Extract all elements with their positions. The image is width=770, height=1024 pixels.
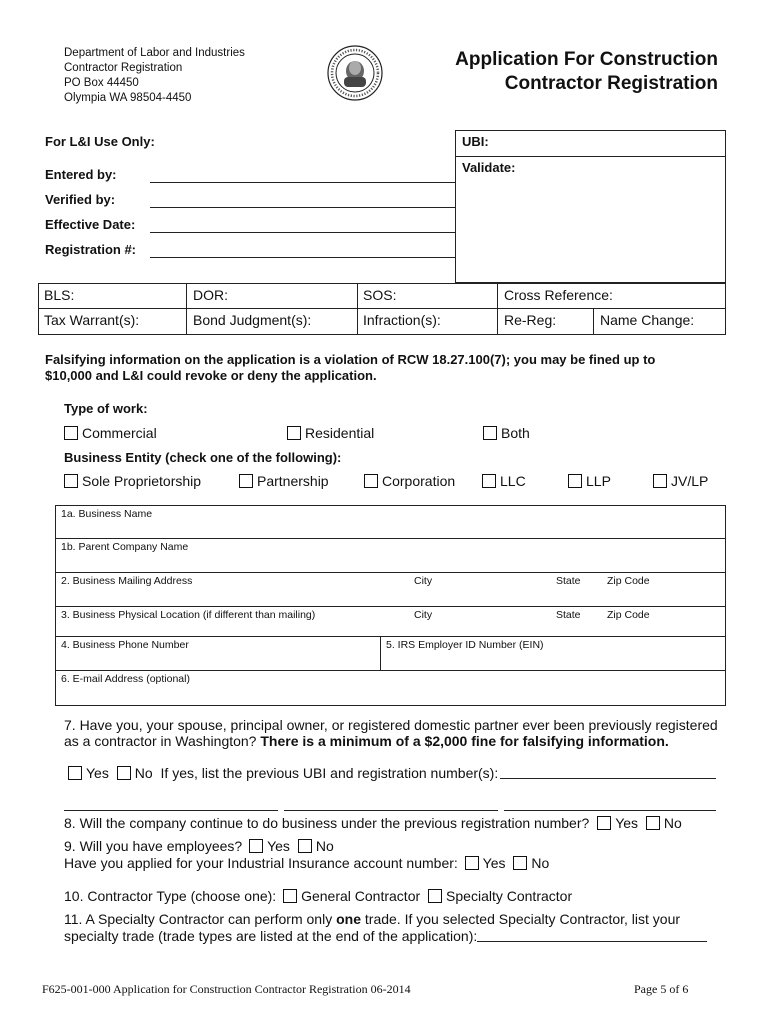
effective-date-field[interactable]: [150, 232, 455, 233]
q9-no-checkbox[interactable]: [298, 839, 312, 853]
q9b-no-checkbox[interactable]: [513, 856, 527, 870]
address-line: PO Box 44450: [64, 77, 139, 89]
row-divider: [55, 538, 726, 539]
physical-state-field[interactable]: State: [556, 609, 581, 621]
title-line-1: Application For Construction: [455, 49, 718, 70]
sos-cell: SOS:: [363, 287, 397, 303]
q9b-label: Have you applied for your Industrial Insurance account number:: [64, 855, 458, 871]
q11-part-a: 11. A Specialty Contractor can perform only: [64, 911, 333, 927]
mailing-address-field[interactable]: 2. Business Mailing Address: [61, 575, 193, 587]
sole-proprietorship-label: Sole Proprietorship: [82, 473, 202, 489]
sole-proprietorship-checkbox[interactable]: [64, 474, 78, 488]
both-checkbox[interactable]: [483, 426, 497, 440]
address-line: Contractor Registration: [64, 62, 183, 74]
commercial-checkbox[interactable]: [64, 426, 78, 440]
jv-lp-checkbox[interactable]: [653, 474, 667, 488]
llc-label: LLC: [500, 473, 526, 489]
entered-by-label: Entered by:: [45, 167, 117, 182]
partnership-label: Partnership: [257, 473, 329, 489]
grid-col-divider: [357, 283, 358, 335]
page-number: Page 5 of 6: [634, 982, 689, 996]
both-option[interactable]: [483, 425, 530, 441]
jv-lp-label: JV/LP: [671, 473, 709, 489]
type-of-work-label: Type of work:: [64, 401, 148, 416]
q7-followup-label: If yes, list the previous UBI and registration number(s):: [160, 765, 499, 781]
agency-address: [64, 46, 245, 106]
both-label: Both: [501, 425, 530, 441]
q7-line-1: 7. Have you, your spouse, principal owner, or registered domestic partner ever been previously registered: [64, 717, 718, 733]
q9b-yes-label: Yes: [482, 855, 506, 871]
effective-date-label: Effective Date:: [45, 217, 136, 232]
q8-yes-label: Yes: [615, 815, 639, 831]
q8-label: 8. Will the company continue to do business under the previous registration number?: [64, 815, 590, 831]
general-contractor-checkbox[interactable]: [283, 889, 297, 903]
q10-label: 10. Contractor Type (choose one):: [64, 888, 277, 904]
corporation-checkbox[interactable]: [364, 474, 378, 488]
ubi-validate-box: [455, 130, 726, 283]
address-line: Olympia WA 98504-4450: [64, 92, 192, 104]
col-divider: [380, 636, 381, 670]
physical-city-field[interactable]: City: [414, 609, 433, 621]
q10-row: [64, 888, 572, 904]
q8-no-label: No: [663, 815, 682, 831]
q7-line-2: [64, 733, 669, 749]
cross-reference-cell: Cross Reference:: [504, 287, 613, 303]
partnership-option[interactable]: [239, 473, 329, 489]
office-use-heading: For L&I Use Only:: [45, 134, 155, 149]
q7-no-label: No: [134, 765, 153, 781]
form-id: F625-001-000 Application for Construction Contractor Registration 06-2014: [42, 982, 411, 996]
business-name-field[interactable]: 1a. Business Name: [61, 508, 153, 520]
q8-row: [64, 815, 682, 831]
commercial-option[interactable]: [64, 425, 157, 441]
previous-reg-field-1[interactable]: [64, 810, 278, 811]
tax-warrant-cell: Tax Warrant(s):: [44, 312, 140, 328]
row-divider: [55, 606, 726, 607]
infraction-cell: Infraction(s):: [363, 312, 441, 328]
specialty-contractor-label: Specialty Contractor: [446, 888, 573, 904]
warning-line-1: Falsifying information on the application is a violation of RCW 18.27.100(7); you may be fined up to: [45, 352, 656, 367]
q8-yes-checkbox[interactable]: [597, 816, 611, 830]
row-divider: [55, 572, 726, 573]
falsifying-warning: [45, 352, 655, 384]
llp-checkbox[interactable]: [568, 474, 582, 488]
grid-row-divider: [38, 308, 726, 309]
parent-company-field[interactable]: 1b. Parent Company Name: [61, 541, 189, 553]
grid-col-divider: [593, 308, 594, 335]
residential-checkbox[interactable]: [287, 426, 301, 440]
mailing-city-field[interactable]: City: [414, 575, 433, 587]
bls-cell: BLS:: [44, 287, 75, 303]
q9b-no-label: No: [531, 855, 550, 871]
q9b-row: [64, 855, 549, 871]
q9b-yes-checkbox[interactable]: [465, 856, 479, 870]
llc-option[interactable]: [482, 473, 526, 489]
physical-location-field[interactable]: 3. Business Physical Location (if different than mailing): [61, 609, 316, 621]
q7-answer-row: [68, 765, 498, 781]
q9-row: [64, 838, 334, 854]
jv-lp-option[interactable]: [653, 473, 708, 489]
q11-bold: one: [336, 911, 361, 927]
ubi-label: UBI:: [462, 134, 489, 149]
name-change-cell: Name Change:: [600, 312, 695, 328]
q8-no-checkbox[interactable]: [646, 816, 660, 830]
business-entity-label: Business Entity (check one of the following):: [64, 450, 342, 465]
specialty-trade-field[interactable]: [477, 941, 707, 942]
phone-field[interactable]: 4. Business Phone Number: [61, 639, 189, 651]
address-line: Department of Labor and Industries: [64, 47, 245, 59]
bond-judgment-cell: Bond Judgment(s):: [193, 312, 312, 328]
commercial-label: Commercial: [82, 425, 157, 441]
q11-part-b: trade. If you selected Specialty Contractor, list your: [364, 911, 681, 927]
residential-option[interactable]: [287, 425, 374, 441]
dor-cell: DOR:: [193, 287, 228, 303]
row-divider: [55, 670, 726, 671]
email-field[interactable]: 6. E-mail Address (optional): [61, 673, 190, 685]
q7-yes-checkbox[interactable]: [68, 766, 82, 780]
mailing-zip-field[interactable]: Zip Code: [607, 575, 650, 587]
verified-by-label: Verified by:: [45, 192, 116, 207]
entered-by-field[interactable]: [150, 182, 455, 183]
q11-line-2: specialty trade (trade types are listed at the end of the application):: [64, 928, 478, 944]
registration-label: Registration #:: [45, 242, 137, 257]
ubi-divider: [455, 156, 726, 157]
row-divider: [55, 636, 726, 637]
registration-field[interactable]: [150, 257, 455, 258]
q7-no-checkbox[interactable]: [117, 766, 131, 780]
general-contractor-label: General Contractor: [301, 888, 421, 904]
llp-label: LLP: [586, 473, 611, 489]
re-reg-cell: Re-Reg:: [504, 312, 557, 328]
grid-col-divider: [497, 283, 498, 335]
specialty-contractor-checkbox[interactable]: [428, 889, 442, 903]
q11-line-1: [64, 911, 680, 927]
q9-no-label: No: [315, 838, 334, 854]
previous-ubi-field[interactable]: [500, 778, 716, 779]
verified-by-field[interactable]: [150, 207, 455, 208]
partnership-checkbox[interactable]: [239, 474, 253, 488]
q9-yes-label: Yes: [267, 838, 290, 854]
residential-label: Residential: [305, 425, 375, 441]
q7-yes-label: Yes: [86, 765, 109, 781]
q9-yes-checkbox[interactable]: [249, 839, 263, 853]
sole-proprietorship-option[interactable]: [64, 473, 201, 489]
physical-zip-field[interactable]: Zip Code: [607, 609, 650, 621]
corporation-label: Corporation: [382, 473, 456, 489]
previous-reg-field-3[interactable]: [504, 810, 716, 811]
warning-line-2: $10,000 and L&I could revoke or deny the application.: [45, 368, 377, 383]
grid-col-divider: [186, 283, 187, 335]
llc-checkbox[interactable]: [482, 474, 496, 488]
q9-label: 9. Will you have employees?: [64, 838, 243, 854]
state-seal-icon: [327, 45, 383, 101]
q7-plain: as a contractor in Washington?: [64, 733, 257, 749]
corporation-option[interactable]: [364, 473, 455, 489]
ein-field[interactable]: 5. IRS Employer ID Number (EIN): [386, 639, 544, 651]
q7-fine-warning: There is a minimum of a $2,000 fine for falsifying information.: [260, 733, 669, 749]
mailing-state-field[interactable]: State: [556, 575, 581, 587]
validate-label: Validate:: [462, 160, 516, 175]
title-line-2: Contractor Registration: [504, 73, 718, 94]
page-title: [455, 48, 718, 96]
llp-option[interactable]: [568, 473, 611, 489]
previous-reg-field-2[interactable]: [284, 810, 498, 811]
